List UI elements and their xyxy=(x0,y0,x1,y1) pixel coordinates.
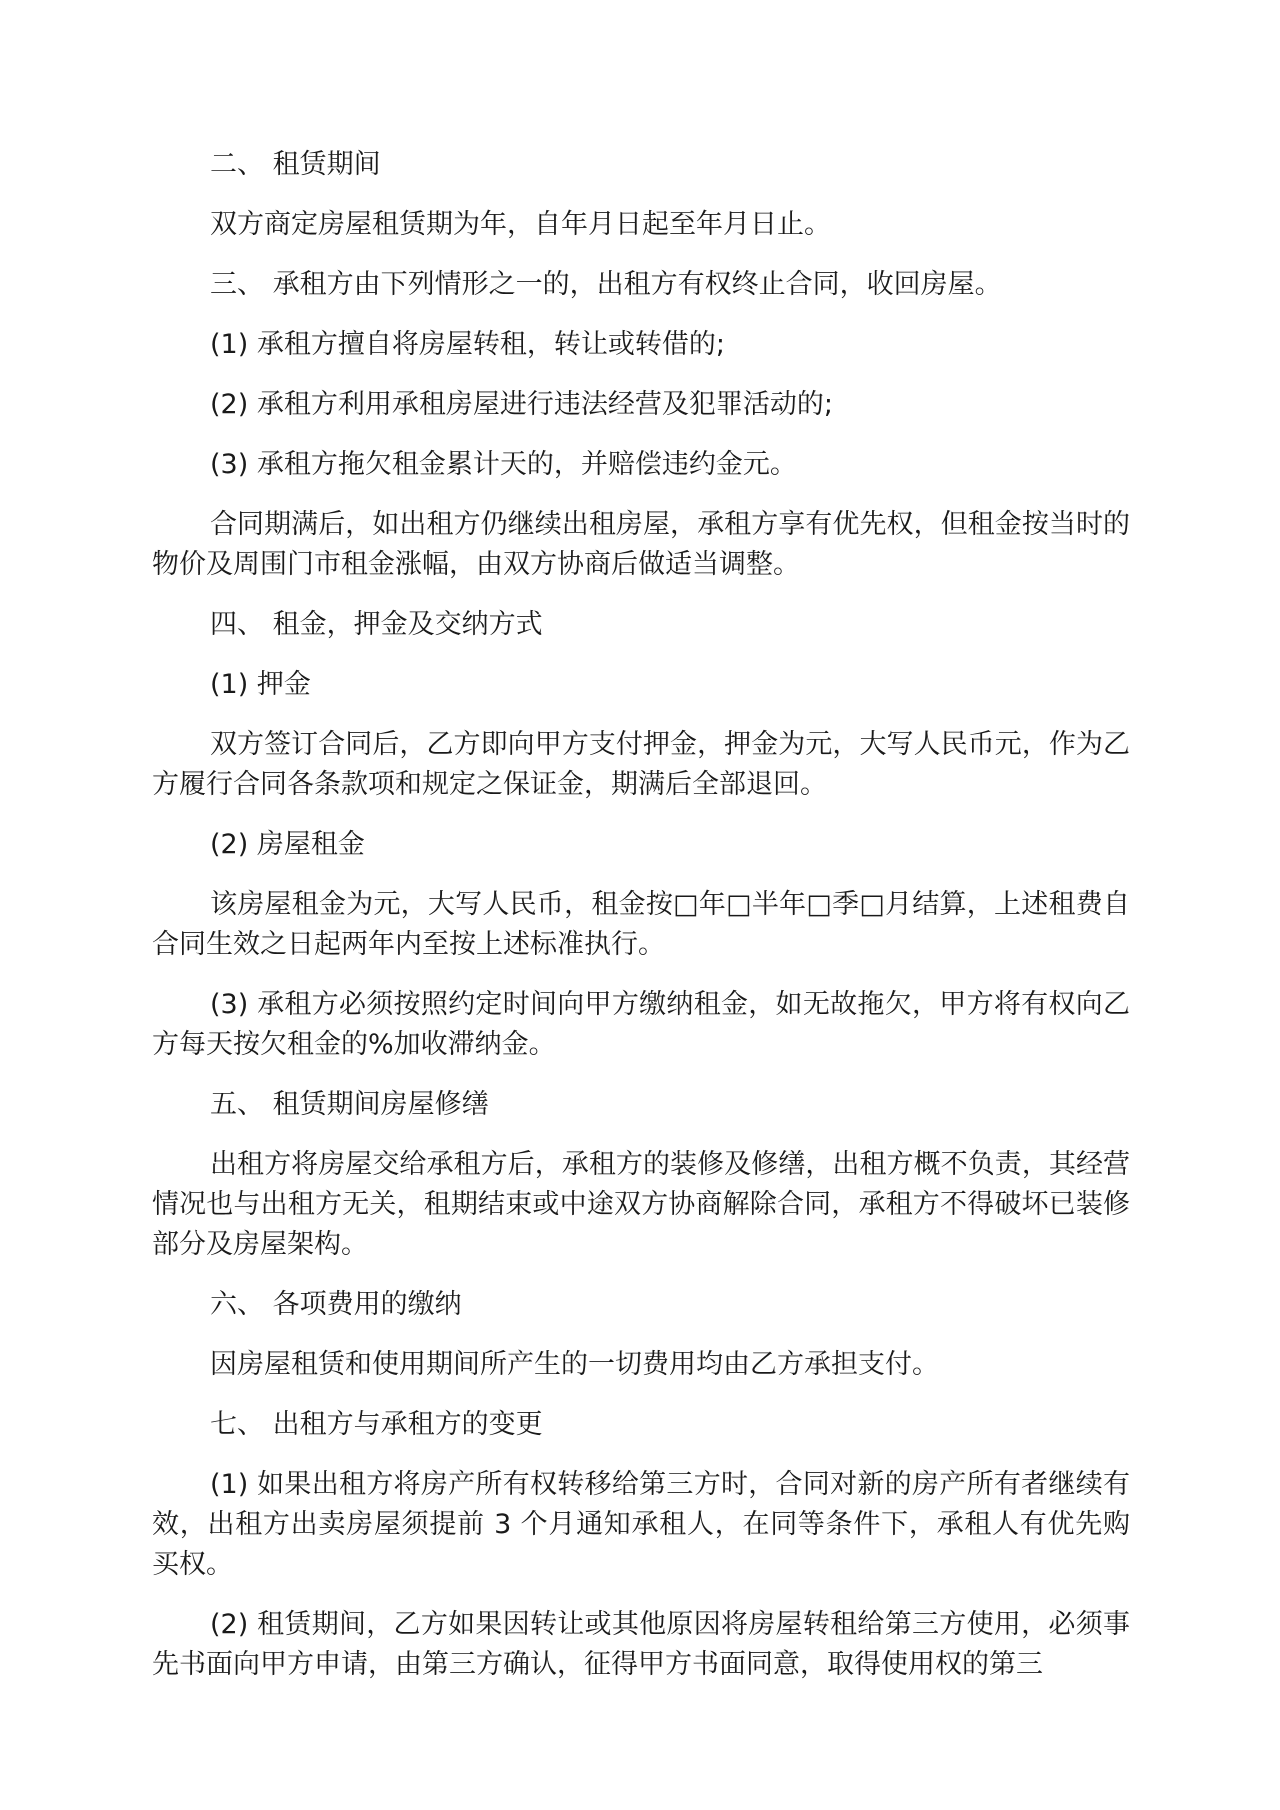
paragraph: 双方商定房屋租赁期为年，自年月日起至年月日止。 xyxy=(210,209,831,240)
paragraph-continuation: 时的物价及周围门市租金涨幅，由双方协商后做适当调整。 xyxy=(152,509,1130,580)
paragraph xyxy=(152,505,1130,585)
paragraph-first-line: 该房屋租金为元，大写人民币，租金按□年□半年□季□月结算，上述租费自 xyxy=(210,889,1130,920)
paragraph-first-line: (3) 承租方必须按照约定时间向甲方缴纳租金，如无故拖欠，甲方将有权向 xyxy=(210,989,1103,1020)
paragraph xyxy=(152,725,1130,805)
list-item: (2) 承租方利用承租房屋进行违法经营及犯罪活动的; xyxy=(210,389,833,420)
paragraph xyxy=(152,985,1130,1065)
paragraph-continuation: 乙方每天按欠租金的%加收滞纳金。 xyxy=(152,989,1130,1060)
paragraph: 因房屋租赁和使用期间所产生的一切费用均由乙方承担支付。 xyxy=(210,1349,939,1380)
paragraph-first-line: 合同期满后，如出租方仍继续出租房屋，承租方享有优先权，但租金按当 xyxy=(210,509,1076,540)
section-heading: 七、 出租方与承租方的变更 xyxy=(210,1409,543,1440)
paragraph-first-line: 出租方将房屋交给承租方后，承租方的装修及修缮，出租方概不负责，其 xyxy=(210,1149,1076,1180)
paragraph xyxy=(152,1605,1130,1685)
paragraph-first-line: 双方签订合同后，乙方即向甲方支付押金，押金为元，大写人民币元，作 xyxy=(210,729,1076,760)
section-heading: 二、 租赁期间 xyxy=(210,149,381,180)
list-item: (2) 房屋租金 xyxy=(210,829,365,860)
paragraph xyxy=(152,1465,1130,1585)
section-heading: 六、 各项费用的缴纳 xyxy=(210,1289,462,1320)
paragraph-first-line: (2) 租赁期间，乙方如果因转让或其他原因将房屋转租给第三方使用，必须 xyxy=(210,1609,1103,1640)
document-body xyxy=(152,145,1130,1705)
paragraph-continuation: 有效，出租方出卖房屋须提前 3 个月通知承租人，在同等条件下，承租人有优先购买权。 xyxy=(152,1469,1130,1580)
section-heading: 五、 租赁期间房屋修缮 xyxy=(210,1089,489,1120)
paragraph xyxy=(152,885,1130,965)
paragraph-continuation: 合同生效之日起两年内至按上述标准执行。 xyxy=(152,929,665,960)
paragraph-continuation: 为乙方履行合同各条款项和规定之保证金，期满后全部退回。 xyxy=(152,729,1130,800)
paragraph-continuation: 经营情况也与出租方无关，租期结束或中途双方协商解除合同，承租方不得破坏已装修部分及房屋架构。 xyxy=(152,1149,1130,1260)
paragraph-first-line: (1) 如果出租方将房产所有权转移给第三方时，合同对新的房产所有者继续 xyxy=(210,1469,1103,1500)
list-item: (1) 押金 xyxy=(210,669,311,700)
list-item: (3) 承租方拖欠租金累计天的，并赔偿违约金元。 xyxy=(210,449,797,480)
paragraph-continuation: 事先书面向甲方申请，由第三方确认，征得甲方书面同意，取得使用权的第三 xyxy=(152,1609,1130,1680)
section-heading: 三、 承租方由下列情形之一的，出租方有权终止合同，收回房屋。 xyxy=(210,269,1002,300)
section-heading: 四、 租金，押金及交纳方式 xyxy=(210,609,543,640)
paragraph xyxy=(152,1145,1130,1265)
list-item: (1) 承租方擅自将房屋转租，转让或转借的; xyxy=(210,329,725,360)
